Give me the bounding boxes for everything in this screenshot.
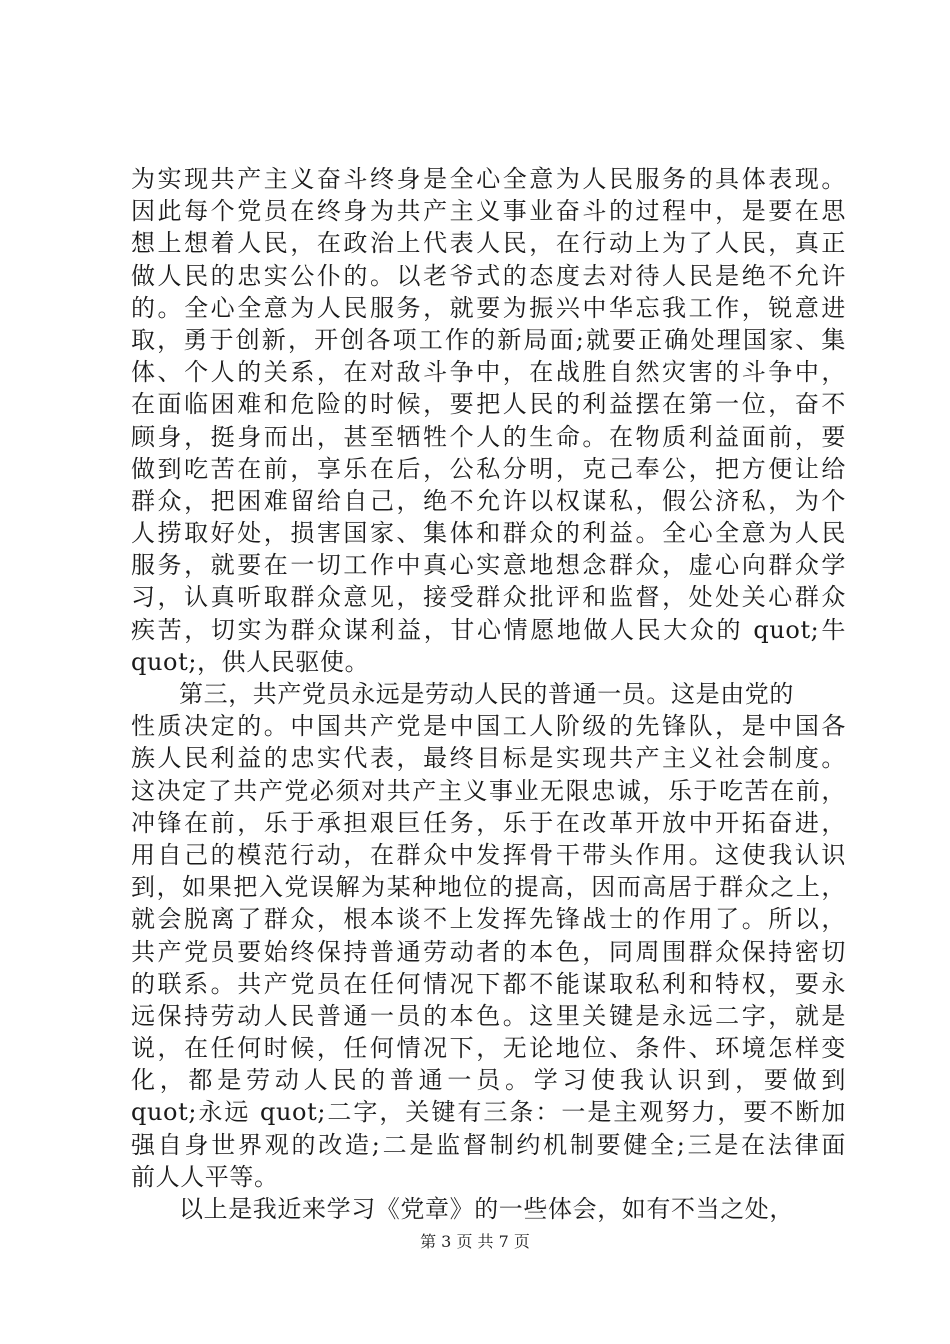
text-line: 为实现共产主义奋斗终身是全心全意为人民服务的具体表现。 (131, 165, 846, 193)
text-line: quot;永远 quot;二字，关键有三条：一是主观努力，要不断加 (131, 1098, 846, 1127)
text-line: 化，都是劳动人民的普通一员。学习使我认识到，要做到 (131, 1066, 846, 1095)
text-line: 族人民利益的忠实代表，最终目标是实现共产主义社会制度。 (131, 744, 846, 773)
body-text (131, 163, 846, 1225)
text-line: 顾身，挺身而出，甚至牺牲个人的生命。在物质利益面前，要 (131, 422, 846, 451)
text-line: 就会脱离了群众，根本谈不上发挥先锋战士的作用了。所以， (131, 905, 846, 934)
text-line: 做人民的忠实公仆的。以老爷式的态度去对待人民是绝不允许 (131, 261, 846, 290)
text-line: 性质决定的。中国共产党是中国工人阶级的先锋队，是中国各 (131, 712, 846, 741)
text-line: 服务，就要在一切工作中真心实意地想念群众，虚心向群众学 (131, 551, 846, 580)
text-line: 的联系。共产党员在任何情况下都不能谋取私利和特权，要永 (131, 969, 846, 998)
text-line: 共产党员要始终保持普通劳动者的本色，同周围群众保持密切 (131, 937, 846, 966)
text-line: 用自己的模范行动，在群众中发挥骨干带头作用。这使我认识 (131, 840, 846, 869)
text-line: 体、个人的关系，在对敌斗争中，在战胜自然灾害的斗争中， (131, 358, 846, 387)
text-line: 的。全心全意为人民服务，就要为振兴中华忘我工作，锐意进 (131, 293, 846, 322)
text-line: 人捞取好处，损害国家、集体和群众的利益。全心全意为人民 (131, 519, 846, 548)
text-line: 冲锋在前，乐于承担艰巨任务，乐于在改革开放中开拓奋进， (131, 808, 846, 837)
paragraph-start-line: 以上是我近来学习《党章》的一些体会，如有不当之处， (179, 1195, 794, 1223)
text-line: quot;，供人民驱使。 (131, 647, 370, 676)
text-line: 想上想着人民，在政治上代表人民，在行动上为了人民，真正 (131, 229, 846, 258)
text-line: 习，认真听取群众意见，接受群众批评和监督，处处关心群众 (131, 583, 846, 612)
text-line: 群众，把困难留给自己，绝不允许以权谋私，假公济私，为个 (131, 486, 846, 515)
page-number-label: 第 3 页 共 7 页 (420, 1232, 530, 1251)
text-line: 到，如果把入党误解为某种地位的提高，因而高居于群众之上， (131, 873, 846, 902)
text-line: 取，勇于创新，开创各项工作的新局面;就要正确处理国家、集 (131, 325, 846, 354)
text-line: 远保持劳动人民普通一员的本色。这里关键是永远二字，就是 (131, 1001, 846, 1030)
text-line: 因此每个党员在终身为共产主义事业奋斗的过程中，是要在思 (131, 197, 846, 226)
text-line: 疾苦，切实为群众谋利益，甘心情愿地做人民大众的 quot;牛 (131, 615, 846, 644)
text-line: 在面临困难和危险的时候，要把人民的利益摆在第一位，奋不 (131, 390, 846, 419)
paragraph-start-line: 第三，共产党员永远是劳动人民的普通一员。这是由党的 (179, 680, 794, 708)
text-line: 做到吃苦在前，享乐在后，公私分明，克己奉公，把方便让给 (131, 454, 846, 483)
page-footer (0, 1232, 950, 1252)
text-line: 说，在任何时候，任何情况下，无论地位、条件、环境怎样变 (131, 1034, 846, 1063)
text-line: 强自身世界观的改造;二是监督制约机制要健全;三是在法律面 (131, 1130, 846, 1159)
text-line: 前人人平等。 (131, 1162, 279, 1191)
text-line: 这决定了共产党必须对共产主义事业无限忠诚，乐于吃苦在前， (131, 776, 846, 805)
